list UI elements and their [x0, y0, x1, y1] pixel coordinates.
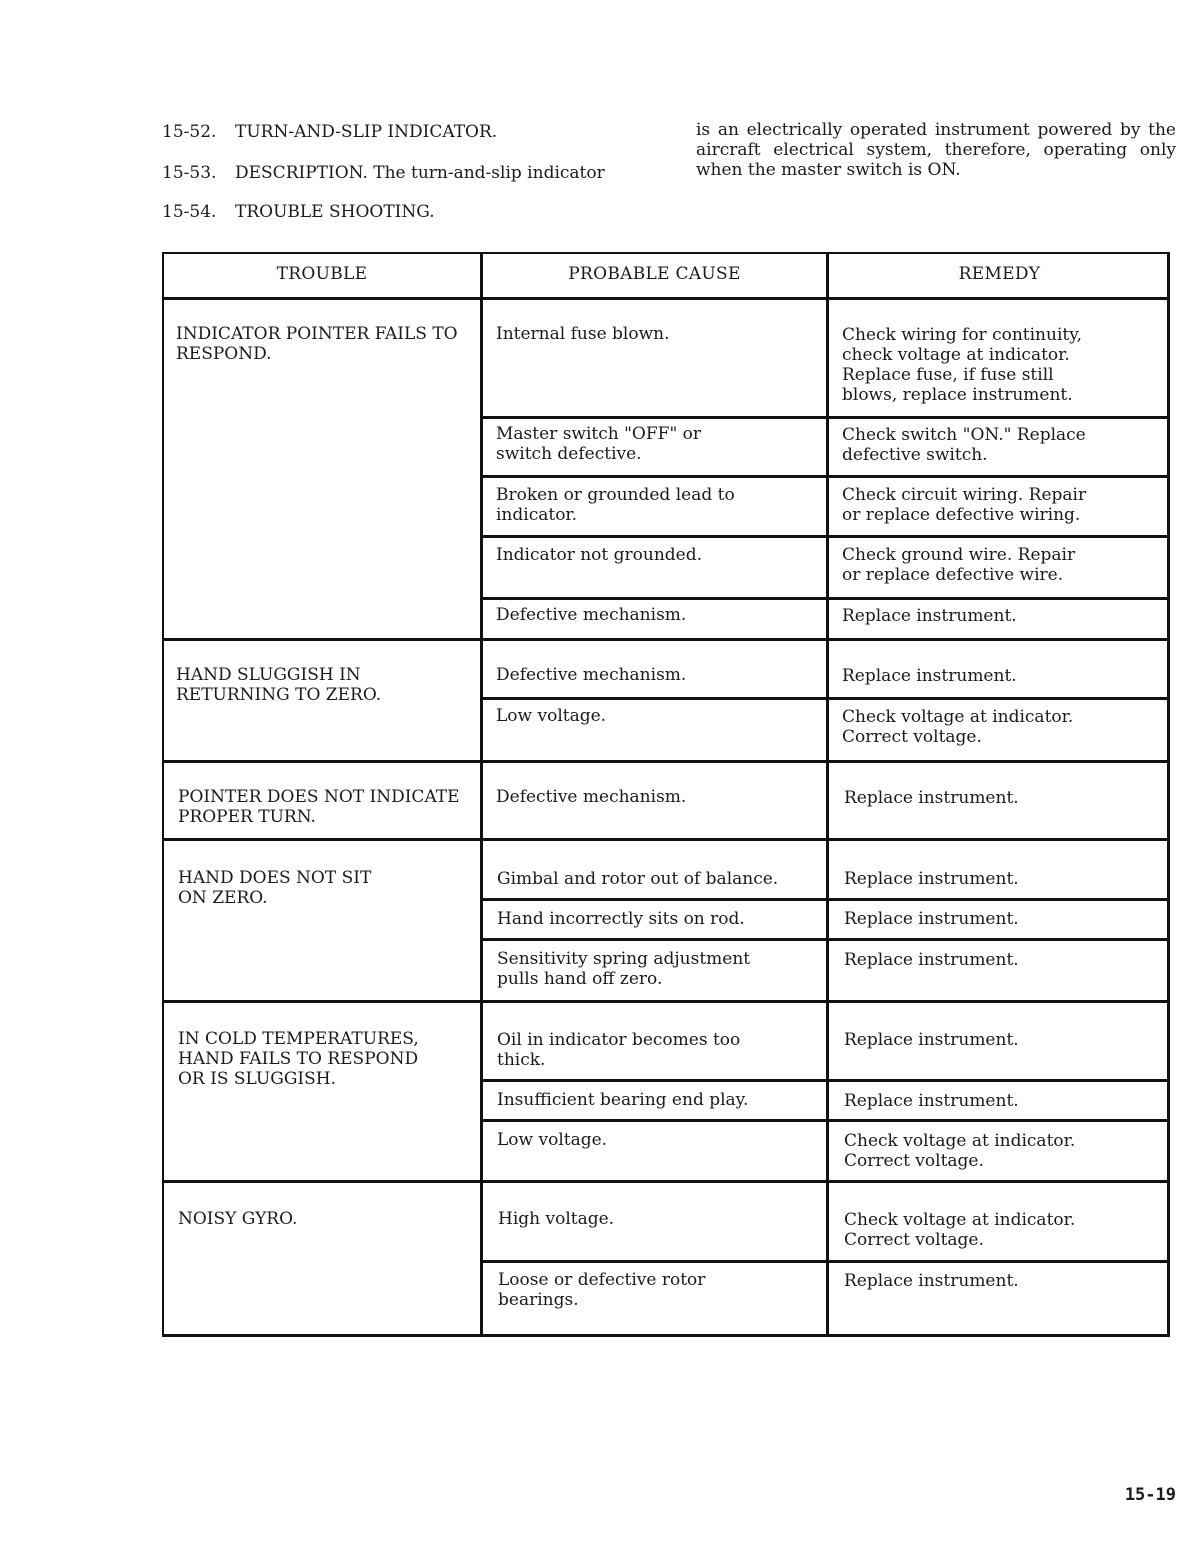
description-line: is an electrically operated instrument powered by the: [696, 120, 1176, 140]
cause-cell: Indicator not grounded.: [496, 545, 703, 565]
cause-cell: Low voltage.: [497, 1130, 608, 1150]
trouble-cell: IN COLD TEMPERATURES, HAND FAILS TO RESPOND OR IS SLUGGISH.: [178, 1029, 419, 1089]
cause-cell: Sensitivity spring adjustment pulls hand off zero.: [497, 949, 751, 989]
cause-cell: Defective mechanism.: [496, 787, 687, 807]
page-number: 15-19: [1124, 1485, 1176, 1505]
trouble-cell: HAND SLUGGISH IN RETURNING TO ZERO.: [176, 665, 382, 705]
row-divider: [483, 898, 1170, 901]
remedy-cell: Replace instrument.: [842, 666, 1017, 686]
cause-cell: Gimbal and rotor out of balance.: [497, 869, 779, 889]
row-divider: [483, 416, 1170, 419]
remedy-cell: Replace instrument.: [844, 869, 1019, 889]
header-trouble: TROUBLE: [276, 264, 368, 284]
section-15-53: [162, 163, 605, 183]
section-15-52: [162, 122, 497, 142]
remedy-cell: Check wiring for continuity, check voltage at indicator. Replace fuse, if fuse still blows, replace instrument.: [842, 325, 1082, 405]
row-divider: [483, 938, 1170, 941]
remedy-cell: Check voltage at indicator. Correct voltage.: [844, 1131, 1076, 1171]
remedy-cell: Replace instrument.: [844, 1030, 1019, 1050]
section-number: 15-53.: [162, 163, 217, 183]
cause-cell: Master switch "OFF" or switch defective.: [496, 424, 702, 464]
row-divider: [483, 1260, 1170, 1263]
trouble-cell: POINTER DOES NOT INDICATE PROPER TURN.: [178, 787, 460, 827]
trouble-cell: HAND DOES NOT SIT ON ZERO.: [178, 868, 372, 908]
remedy-cell: Replace instrument.: [842, 606, 1017, 626]
remedy-cell: Replace instrument.: [844, 1091, 1019, 1111]
group-divider: [164, 638, 1170, 641]
cause-cell: Hand incorrectly sits on rod.: [497, 909, 745, 929]
row-divider: [483, 597, 1170, 600]
remedy-cell: Check circuit wiring. Repair or replace defective wiring.: [842, 485, 1087, 525]
trouble-cell: NOISY GYRO.: [178, 1209, 298, 1229]
section-title: TROUBLE SHOOTING.: [235, 202, 435, 222]
description-line: aircraft electrical system, therefore, operating only: [696, 140, 1176, 160]
remedy-cell: Replace instrument.: [844, 909, 1019, 929]
group-divider: [164, 1180, 1170, 1183]
cause-cell: Low voltage.: [496, 706, 607, 726]
row-divider: [483, 535, 1170, 538]
cause-cell: Oil in indicator becomes too thick.: [497, 1030, 741, 1070]
cause-cell: Internal fuse blown.: [496, 324, 670, 344]
trouble-cell: INDICATOR POINTER FAILS TO RESPOND.: [176, 324, 458, 364]
cause-cell: High voltage.: [498, 1209, 615, 1229]
section-number: 15-54.: [162, 202, 217, 222]
troubleshooting-table: [162, 252, 1170, 1337]
row-divider: [483, 697, 1170, 700]
header-probable-cause: PROBABLE CAUSE: [568, 264, 741, 284]
row-divider: [483, 475, 1170, 478]
section-title: DESCRIPTION. The turn-and-slip indicator: [235, 163, 605, 183]
section-title: TURN-AND-SLIP INDICATOR.: [235, 122, 498, 142]
group-divider: [164, 760, 1170, 763]
row-divider: [483, 1119, 1170, 1122]
section-number: 15-52.: [162, 122, 217, 142]
description-line: when the master switch is ON.: [696, 160, 961, 180]
row-divider: [483, 1079, 1170, 1082]
remedy-cell: Replace instrument.: [844, 1271, 1019, 1291]
remedy-cell: Replace instrument.: [844, 950, 1019, 970]
section-15-54: [162, 202, 435, 222]
remedy-cell: Check voltage at indicator. Correct voltage.: [844, 1210, 1076, 1250]
cause-cell: Defective mechanism.: [496, 665, 687, 685]
cause-cell: Insufficient bearing end play.: [497, 1090, 749, 1110]
remedy-cell: Check voltage at indicator. Correct voltage.: [842, 707, 1074, 747]
cause-cell: Loose or defective rotor bearings.: [498, 1270, 706, 1310]
remedy-cell: Check switch "ON." Replace defective switch.: [842, 425, 1086, 465]
header-remedy: REMEDY: [958, 264, 1041, 284]
remedy-cell: Replace instrument.: [844, 788, 1019, 808]
group-divider: [164, 1000, 1170, 1003]
cause-cell: Defective mechanism.: [496, 605, 687, 625]
header-divider: [164, 297, 1170, 300]
remedy-cell: Check ground wire. Repair or replace defective wire.: [842, 545, 1076, 585]
description-continued: [696, 120, 1176, 180]
cause-cell: Broken or grounded lead to indicator.: [496, 485, 735, 525]
group-divider: [164, 838, 1170, 841]
